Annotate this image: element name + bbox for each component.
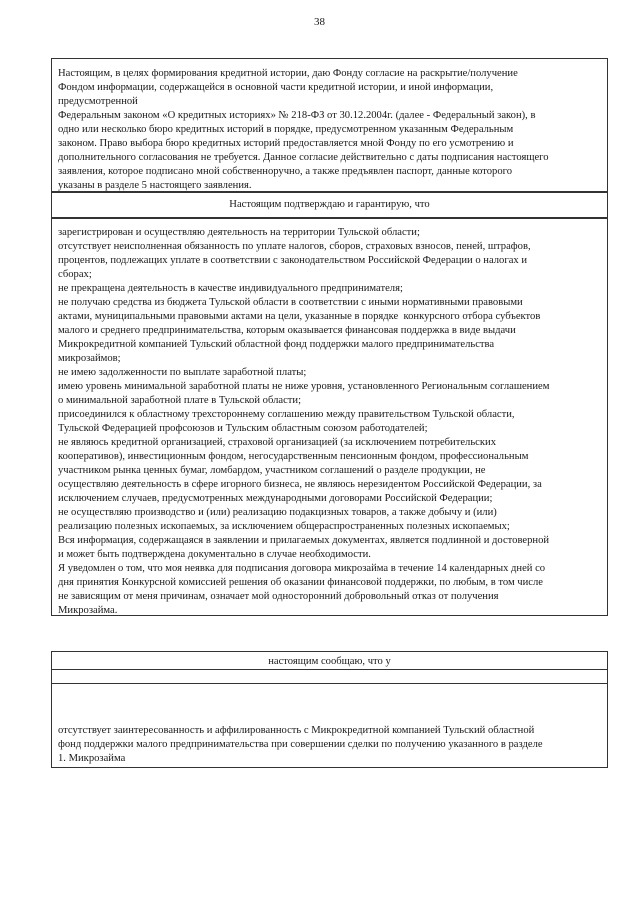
guarantee-line: актами, муниципальными правовыми актами на цели, указанные в порядке конкурсного отбора субъектов bbox=[58, 311, 541, 322]
guarantee-line: участником рынка ценных бумаг, ломбардом, участником соглашений о разделе продукции, не bbox=[58, 465, 486, 476]
guarantee-line: Я уведомлен о том, что моя неявка для подписания договора микрозайма в течение 14 календарных дней со bbox=[58, 563, 546, 574]
consent-line: Федеральным законом «О кредитных историях» № 218-ФЗ от 30.12.2004г. (далее - Федеральный закон), в bbox=[58, 110, 536, 121]
consent-line: Фондом информации, содержащейся в основной части кредитной истории, и иной информации, bbox=[58, 82, 494, 93]
guarantee-line: осуществляю деятельность в сфере игорного бизнеса, не являюсь нерезидентом Российской Федерации, за bbox=[58, 479, 542, 490]
guarantee-line: Тульской Федерацией профсоюзов и Тульским областным союзом работодателей; bbox=[58, 423, 428, 434]
guarantee-line: отсутствует неисполненная обязанность по уплате налогов, сборов, страховых взносов, пеней, штрафов, bbox=[58, 241, 531, 252]
divider bbox=[52, 669, 607, 670]
guarantee-line: не получаю средства из бюджета Тульской области в соответствии с иными нормативными правовыми bbox=[58, 297, 523, 308]
divider bbox=[52, 683, 607, 684]
inform-heading: настоящим сообщаю, что у bbox=[268, 656, 391, 667]
guarantee-line: малого и среднего предпринимательства, которым оказывается финансовая поддержка в виде выдачи bbox=[58, 325, 516, 336]
guarantee-line: Микрозайма. bbox=[58, 605, 118, 616]
guarantee-line: не осуществляю производство и (или) реализацию подакцизных товаров, а также добычу и (или) bbox=[58, 507, 497, 518]
consent-line: заявления, которое подписано мной собственноручно, а также предъявлен паспорт, данные которого bbox=[58, 166, 512, 177]
consent-section bbox=[51, 58, 608, 192]
guarantee-line: дня принятия Конкурсной комиссией решения об оказании финансовой поддержки, по любым, в том числе bbox=[58, 577, 543, 588]
consent-line: Настоящим, в целях формирования кредитной истории, даю Фонду согласие на раскрытие/получение bbox=[58, 68, 518, 79]
guarantee-line: имею уровень минимальной заработной платы не ниже уровня, установленного Региональным соглашением bbox=[58, 381, 550, 392]
guarantee-line: не зависящим от меня причинам, означает мой односторонний добровольный отказ от получения bbox=[58, 591, 499, 602]
inform-line: 1. Микрозайма bbox=[58, 753, 126, 764]
consent-line: предусмотренной bbox=[58, 96, 138, 107]
consent-line: одно или несколько бюро кредитных историй в порядке, предусмотренном указанным Федеральным bbox=[58, 124, 514, 135]
consent-line: дополнительного согласования не требуется. Данное согласие действительно с даты подписания настоящего bbox=[58, 152, 549, 163]
consent-line: законом. Право выбора бюро кредитных историй предоставляется мной Фонду по его усмотрению и bbox=[58, 138, 514, 149]
guarantee-line: микрозаймов; bbox=[58, 353, 121, 364]
guarantee-line: не имею задолженности по выплате заработной платы; bbox=[58, 367, 307, 378]
guarantee-line: Вся информация, содержащаяся в заявлении и прилагаемых документах, является подлинной и достоверной bbox=[58, 535, 550, 546]
guarantee-section bbox=[51, 218, 608, 616]
inform-line: отсутствует заинтересованность и аффилированность с Микрокредитной компанией Тульский областной bbox=[58, 725, 535, 736]
guarantee-line: о минимальной заработной плате в Тульской области; bbox=[58, 395, 302, 406]
guarantee-line: реализацию полезных ископаемых, за исключением общераспространенных полезных ископаемых; bbox=[58, 521, 510, 532]
inform-section bbox=[51, 651, 608, 768]
guarantee-line: и может быть подтверждена документально в случае необходимости. bbox=[58, 549, 371, 560]
guarantee-line: исключением случаев, предусмотренных международными договорами Российской Федерации; bbox=[58, 493, 493, 504]
guarantee-line: не прекращена деятельность в качестве индивидуального предпринимателя; bbox=[58, 283, 403, 294]
guarantee-heading: Настоящим подтверждаю и гарантирую, что bbox=[229, 199, 430, 210]
consent-line: указаны в разделе 5 настоящего заявления. bbox=[58, 180, 252, 191]
guarantee-line: сборах; bbox=[58, 269, 92, 280]
guarantee-line: кооперативов), инвестиционным фондом, негосударственным пенсионным фондом, профессиональным bbox=[58, 451, 529, 462]
guarantee-heading-box bbox=[51, 192, 608, 218]
guarantee-line: не являюсь кредитной организацией, страховой организацией (за исключением потребительских bbox=[58, 437, 496, 448]
page-number: 38 bbox=[314, 16, 325, 28]
guarantee-line: присоединился к областному трехстороннему соглашению между правительством Тульской области, bbox=[58, 409, 515, 420]
inform-line: фонд поддержки малого предпринимательства при совершении сделки по получению указанного в разделе bbox=[58, 739, 543, 750]
guarantee-line: зарегистрирован и осуществляю деятельность на территории Тульской области; bbox=[58, 227, 420, 238]
guarantee-line: процентов, подлежащих уплате в соответствии с законодательством Российской Федерации о налогах и bbox=[58, 255, 528, 266]
guarantee-line: Микрокредитной компанией Тульский областной фонд поддержки малого предпринимательства bbox=[58, 339, 495, 350]
